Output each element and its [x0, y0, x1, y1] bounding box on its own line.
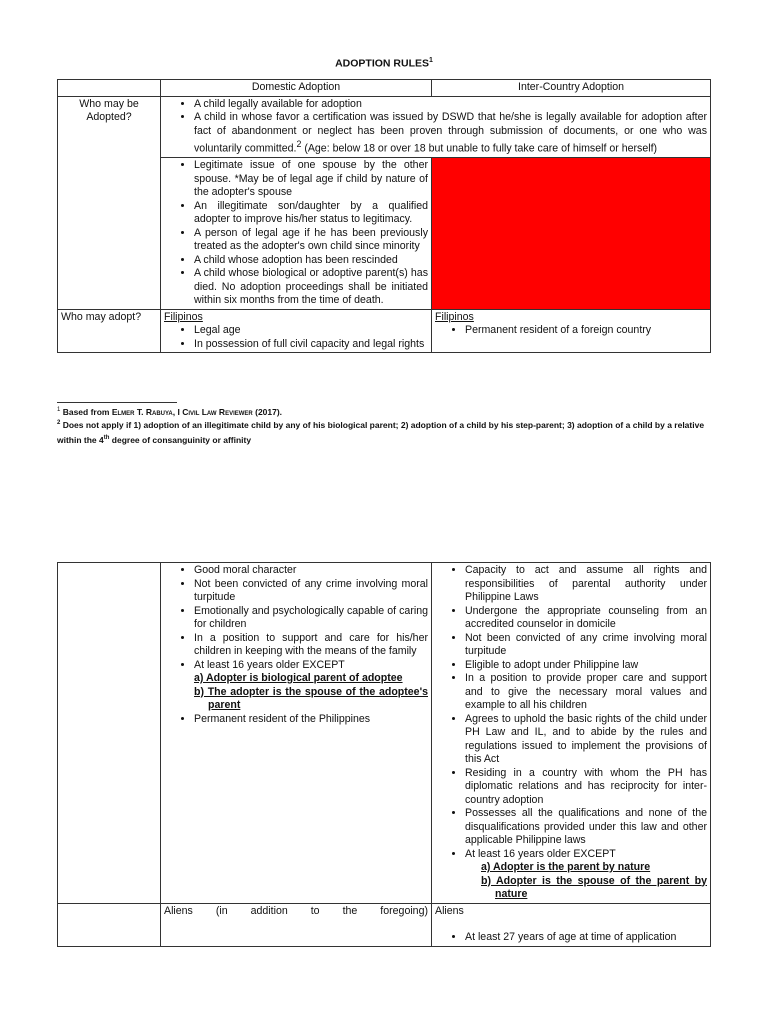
footnote-divider [57, 402, 177, 403]
list-item: • Emotionally and psychologically capable of caring for children [194, 605, 428, 632]
aliens-inter-cell [432, 903, 711, 946]
exception-item: a) Adopter is biological parent of adoptee [194, 672, 403, 684]
list-item: • A person of legal age if he has been previously treated as the adopter's own child since minority [194, 227, 428, 254]
table-row [58, 96, 711, 158]
list-item: • A child legally available for adoption [194, 98, 707, 112]
qualifications-inter-cell [432, 563, 711, 904]
empty-label-cell [58, 563, 161, 904]
list-item: • At least 27 years of age at time of application [465, 931, 707, 945]
list-item: • Undergone the appropriate counseling from an accredited counselor in domicile [465, 605, 707, 632]
list-item: • Not been convicted of any crime involving moral turpitude [465, 632, 707, 659]
qualifications-domestic-cell [161, 563, 432, 904]
adopted-common-cell [161, 96, 711, 158]
exception-item: b) Adopter is the spouse of the parent by nature [481, 874, 707, 900]
list-item: • Residing in a country with whom the PH has diplomatic relations and has reciprocity for inter-country adoption [465, 767, 707, 808]
row-label-who-may-be-adopted: Who may be Adopted? [58, 96, 161, 309]
list-item: • A child whose adoption has been rescinded [194, 254, 428, 268]
header-empty-cell [58, 80, 161, 97]
list-item: • A child in whose favor a certification was issued by DSWD that he/she is legally available for adoption after fact of abandonment or neglect has been proven through submission of documents, or one who was voluntarily committed.$^2$ (Age: below 18 or over 18 but unable to fully take care of himself or herself) [194, 111, 707, 156]
footnote-1: $^1$ Based from Elmer T. Rabuya, I Civil Law Reviewer (2017). [57, 406, 283, 417]
empty-label-cell [58, 903, 161, 946]
adopt-inter-cell [432, 309, 711, 353]
aliens-domestic-cell: Aliens (in addition to the foregoing) [161, 903, 432, 946]
exception-item: b) The adopter is the spouse of the adoptee's parent [194, 685, 428, 711]
list-item: • Capacity to act and assume all rights and responsibilities of parental authority under Philippine Laws [465, 564, 707, 605]
adoption-rules-table [57, 79, 711, 353]
list-item: • In a position to support and care for his/her children in keeping with the means of the family [194, 632, 428, 659]
list-item: • In possession of full civil capacity and legal rights [194, 338, 428, 352]
table-row [58, 309, 711, 353]
row-label-who-may-adopt: Who may adopt? [58, 309, 161, 353]
list-item: • At least 16 years older EXCEPT a) Adopter is the parent by nature b) Adopter is the spouse of the parent by nature [465, 848, 707, 902]
list-item: • Agrees to uphold the basic rights of the child under PH Law and IL, and to abide by the rules and regulations issued to implement the provisions of this Act [465, 713, 707, 767]
inter-filipinos-heading: Filipinos [435, 310, 474, 323]
adopt-domestic-cell [161, 309, 432, 353]
list-item: • Legal age [194, 324, 428, 338]
list-item: • Possesses all the qualifications and none of the disqualifications provided under this law and other applicable Philippine laws [465, 807, 707, 848]
list-item: • Permanent resident of a foreign country [465, 324, 707, 338]
inter-country-redacted-cell [432, 158, 711, 310]
list-item: • Not been convicted of any crime involving moral turpitude [194, 578, 428, 605]
document-title: ADOPTION RULES$^1$ [335, 57, 433, 70]
list-item: • Good moral character [194, 564, 428, 578]
list-item: • In a position to provide proper care and support and to give the necessary moral values and example to all his children [465, 672, 707, 713]
footnote-2: $^2$ Does not apply if 1) adoption of an illegitimate child by any of his biological parent; 2) adoption of a child by his step-parent; 3) adoption of a child by a relative within the 4th degree of consanguinity or affinity [57, 419, 705, 445]
list-item: • A child whose biological or adoptive parent(s) has died. No adoption proceedings shall be initiated within six months from the time of death. [194, 267, 428, 308]
adoption-rules-table-continued [57, 562, 711, 947]
adopted-domestic-cell [161, 158, 432, 310]
list-item: • Legitimate issue of one spouse by the other spouse. *May be of legal age if child by nature of the adopter's spouse [194, 159, 428, 200]
table-header-row [58, 80, 711, 97]
list-item: • Eligible to adopt under Philippine law [465, 659, 707, 673]
header-domestic: Domestic Adoption [161, 80, 432, 97]
list-item: • Permanent resident of the Philippines [194, 713, 428, 727]
table-row [58, 903, 711, 946]
table-row [58, 563, 711, 904]
domestic-filipinos-heading: Filipinos [164, 310, 203, 323]
list-item: • An illegitimate son/daughter by a qualified adopter to improve his/her status to legitimacy. [194, 200, 428, 227]
exception-item: a) Adopter is the parent by nature [481, 861, 651, 873]
list-item: • At least 16 years older EXCEPT a) Adopter is biological parent of adoptee b) The adopter is the spouse of the adoptee's parent [194, 659, 428, 713]
aliens-heading: Aliens [435, 904, 464, 917]
header-inter-country: Inter-Country Adoption [432, 80, 711, 97]
